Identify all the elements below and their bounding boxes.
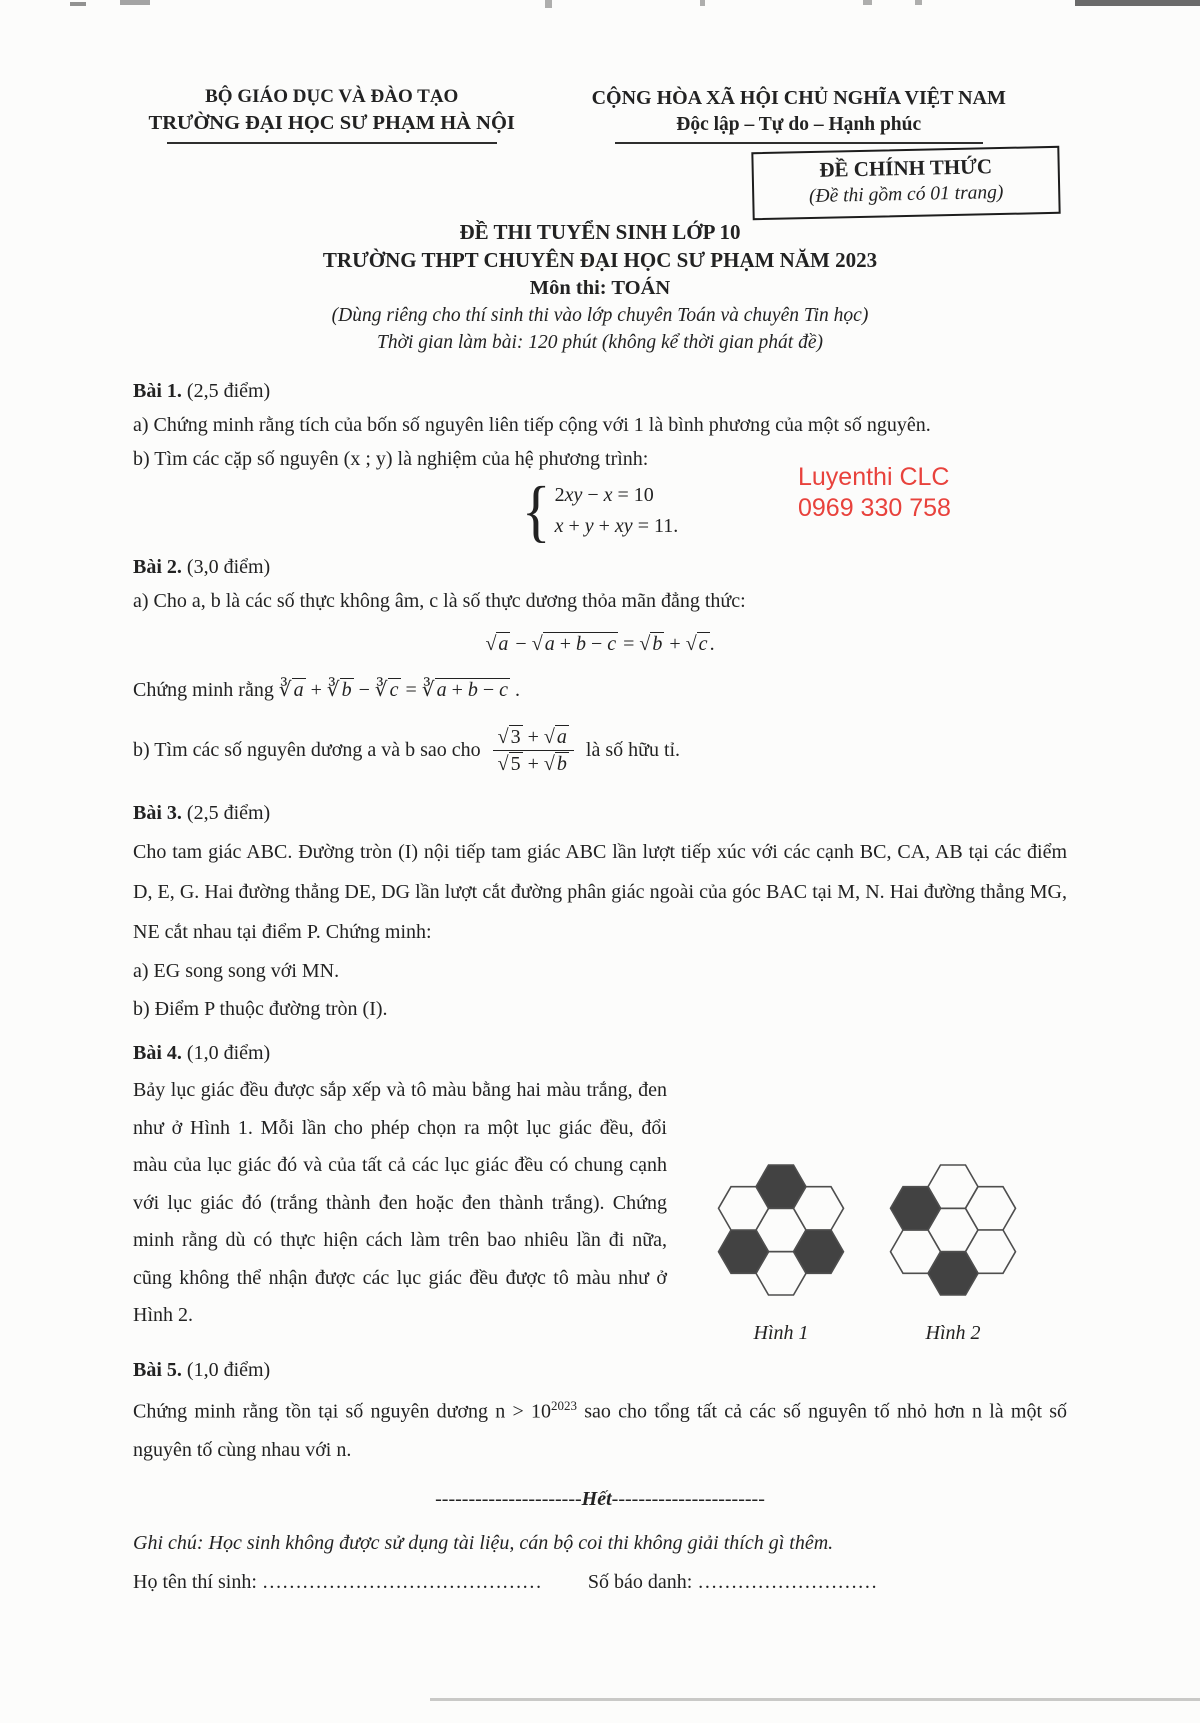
problem4-text: Bảy lục giác đều được sắp xếp và tô màu bằng hai màu trắng, đen như ở Hình 1. Mỗi lần cho phép chọn ra một lục giác đều, đổi màu của lục giác đó và của tất cả các lục giác đều có chung cạnh với lục giác đó (trắng thành đen hoặc đen thành trắng). Chứng minh rằng dù có thực hiện cách làm trên bao nhiêu lần đi nữa, cũng không thể nhận được các lục giác đều được tô màu như ở Hình 2. — [133, 1079, 667, 1326]
problem3-heading — [133, 796, 1067, 830]
problem2-heading — [133, 550, 1067, 584]
problem1-number: Bài 1. — [133, 380, 182, 402]
system-line-1: 2xy − x = 10 — [554, 484, 654, 506]
exam-title-block — [133, 218, 1067, 356]
problem4-number: Bài 4. — [133, 1042, 182, 1064]
problem5-number: Bài 5. — [133, 1359, 182, 1381]
header-left — [133, 84, 530, 144]
problem4-figures — [667, 1160, 1067, 1345]
fraction-sqrt-ratio: $\frac{√ 3 + √ a}{√ 5 + √ b}$ — [490, 724, 577, 777]
header-left-rule — [167, 142, 497, 144]
equation-sqrt-identity: √ a − √ a + b − c = √ b + √ c . — [485, 633, 715, 655]
system-lines — [555, 480, 679, 542]
header-right — [530, 84, 1067, 144]
problem2-equation1 — [133, 622, 1067, 666]
candidate-id-label: Số báo danh: ……………………… — [587, 1570, 878, 1593]
problem4-heading — [133, 1036, 1067, 1070]
hexagon-flower-figure-2 — [885, 1160, 1021, 1300]
system-brace: { — [521, 473, 551, 549]
end-divider — [133, 1481, 1067, 1517]
exam-audience-note: (Dùng riêng cho thí sinh thi vào lớp chuyên Toán và chuyên Tin học) — [331, 305, 869, 326]
problem2-number: Bài 2. — [133, 556, 182, 578]
scan-artifact — [700, 0, 705, 6]
exam-duration-note: Thời gian làm bài: 120 phút (không kể thời gian phát đề) — [377, 332, 823, 353]
problem1-part-a: a) Chứng minh rằng tích của bốn số nguyên liên tiếp cộng với 1 là bình phương của một số nguyên. — [133, 414, 931, 436]
scan-artifact — [70, 2, 86, 6]
problem3-points: (2,5 điểm) — [181, 802, 271, 824]
problem2-part-b-prefix: b) Tìm các số nguyên dương a và b sao cho — [133, 739, 481, 761]
watermark-phone: 0969 330 758 — [798, 494, 951, 522]
system-line-2: x + y + xy = 11. — [554, 515, 679, 537]
problem3-part-b: b) Điểm P thuộc đường tròn (I). — [133, 998, 388, 1020]
spacer — [542, 1563, 588, 1601]
exam-title-line1: ĐỀ THI TUYỂN SINH LỚP 10 — [459, 220, 741, 244]
figure-1 — [713, 1160, 849, 1345]
scan-artifact — [545, 0, 552, 8]
ministry-name: BỘ GIÁO DỤC VÀ ĐÀO TẠO — [205, 86, 459, 107]
problem2-part-a-intro: a) Cho a, b là các số thực không âm, c là số thực dương thỏa mãn đẳng thức: — [133, 590, 746, 612]
official-exam-pages: (Đề thi gồm có 01 trang) — [808, 181, 1004, 208]
scan-artifact-bottom — [430, 1698, 1200, 1701]
end-word: Hết — [581, 1487, 612, 1510]
watermark-name: Luyenthi CLC — [798, 463, 950, 491]
problem2-part-a-claim — [133, 668, 1067, 712]
problem3-part-a: a) EG song song với MN. — [133, 960, 340, 982]
equation-system — [521, 473, 679, 549]
problem5-text — [133, 1387, 1067, 1469]
header-right-rule — [615, 142, 983, 144]
problem5-exponent: 2023 — [551, 1398, 578, 1413]
problem5-heading — [133, 1353, 1067, 1387]
scan-artifact — [915, 0, 922, 5]
problem1-points: (2,5 điểm) — [181, 380, 271, 402]
document-content — [133, 84, 1067, 1601]
exam-note: Ghi chú: Học sinh không được sử dụng tài liệu, cán bộ coi thi không giải thích gì thêm. — [133, 1531, 834, 1554]
problem2-part-b-suffix: là số hữu tỉ. — [585, 739, 681, 761]
official-exam-label: ĐỀ CHÍNH THỨC — [819, 154, 993, 182]
university-name: TRƯỜNG ĐẠI HỌC SƯ PHẠM HÀ NỘI — [148, 112, 515, 134]
candidate-name-label: Họ tên thí sinh: …………………………………… — [133, 1570, 542, 1593]
figure-2 — [885, 1160, 1021, 1345]
scan-artifact — [863, 0, 872, 5]
problem5-text-suffix: sao cho tổng tất cả các số nguyên tố nhỏ hơn n là một số nguyên tố cùng nhau với n. — [133, 1400, 1068, 1461]
claim-prefix: Chứng minh rằng — [133, 679, 279, 701]
problem4-body — [133, 1072, 1067, 1345]
end-dashes-right: ----------------------- — [611, 1487, 765, 1510]
problem3-intro: Cho tam giác ABC. Đường tròn (I) nội tiếp tam giác ABC lần lượt tiếp xúc với các cạnh BC, CA, AB tại các điểm D, E, G. Hai đường thẳng DE, DG lần lượt cắt đường phân giác ngoài của góc BAC tại M, N. Hai đường thẳng MG, NE cắt nhau tại điểm P. Chứng minh: — [133, 841, 1067, 943]
national-motto-line1: CỘNG HÒA XÃ HỘI CHỦ NGHĨA VIỆT NAM — [591, 87, 1006, 109]
figure-2-label: Hình 2 — [925, 1322, 981, 1344]
scan-artifact — [1075, 0, 1200, 6]
exam-title-line2: TRƯỜNG THPT CHUYÊN ĐẠI HỌC SƯ PHẠM NĂM 2023 — [322, 248, 878, 272]
problem2-points: (3,0 điểm) — [181, 556, 271, 578]
equation-cbrt-identity: ∛ a + ∛ b − ∛ c = ∛ a + b − c . — [278, 679, 521, 701]
problem2-part-b — [133, 712, 1067, 788]
candidate-info-row — [133, 1563, 1067, 1601]
problem5-text-prefix: Chứng minh rằng tồn tại số nguyên dương n > 10 — [133, 1400, 552, 1423]
problem5-points: (1,0 điểm) — [181, 1359, 271, 1381]
scan-artifact — [120, 0, 150, 5]
problem1-part-b: b) Tìm các cặp số nguyên (x ; y) là nghiệm của hệ phương trình: — [133, 448, 649, 470]
problem1-heading — [133, 374, 1067, 408]
figure-1-label: Hình 1 — [753, 1322, 809, 1344]
end-dashes-left: ---------------------- — [435, 1487, 582, 1510]
document-header — [133, 84, 1067, 144]
hexagon-flower-figure-1 — [713, 1160, 849, 1300]
problem3-number: Bài 3. — [133, 802, 182, 824]
national-motto-line2: Độc lập – Tự do – Hạnh phúc — [676, 114, 922, 135]
exam-subject: Môn thi: TOÁN — [529, 277, 671, 299]
problem4-points: (1,0 điểm) — [181, 1042, 271, 1064]
